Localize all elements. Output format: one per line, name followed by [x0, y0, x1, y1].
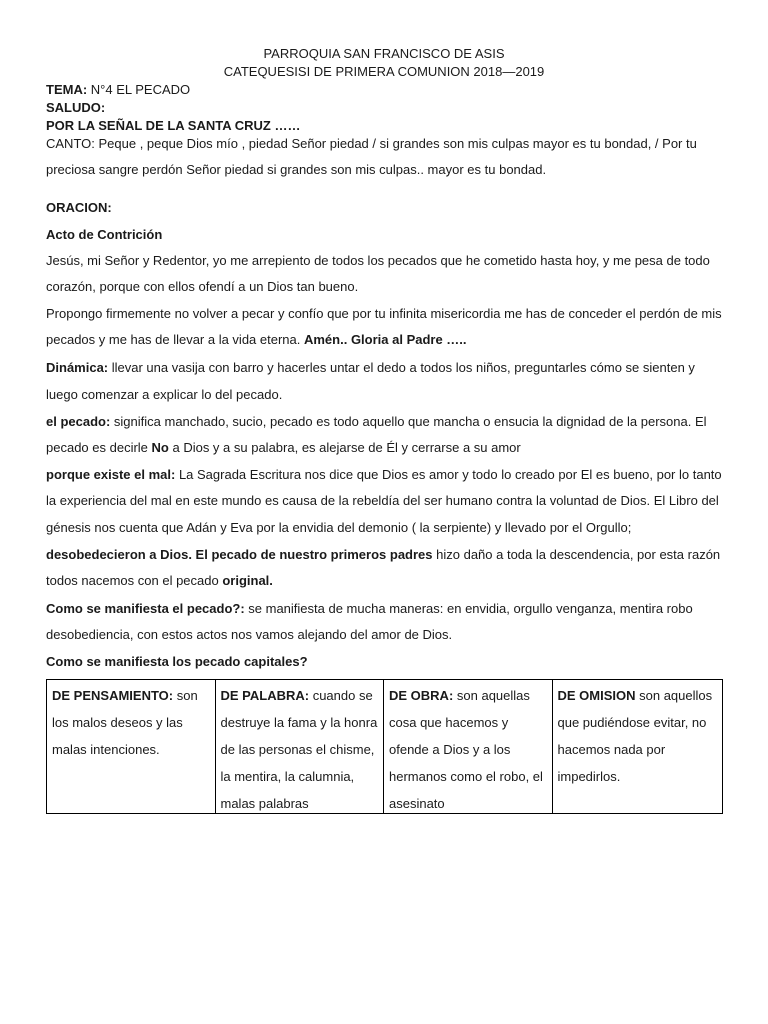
dinamica-line-1: [46, 360, 726, 376]
dinamica-label: Dinámica:: [46, 360, 109, 375]
cell-heading: DE OBRA:: [389, 688, 454, 703]
cell-text: son aquellos que pudiéndose evitar, no hacemos nada por impedirlos.: [557, 688, 713, 784]
cell-heading: DE PENSAMIENTO:: [52, 688, 174, 703]
parish-title: PARROQUIA SAN FRANCISCO DE ASIS: [263, 46, 505, 61]
mal-line-4: [46, 547, 726, 563]
pecado-text-2b: a Dios y a su palabra, es alejarse de Él y cerrarse a su amor: [168, 440, 521, 455]
pecado-text-1: significa manchado, sucio, pecado es todo aquello que mancha o ensucia la dignidad de la persona. El: [110, 414, 707, 429]
program-title: CATEQUESISI DE PRIMERA COMUNION 2018—2019: [223, 64, 545, 79]
mal-line-3: génesis nos cuenta que Adán y Eva por la envidia del demonio ( la serpiente) y llevado por el Orgullo;: [46, 520, 632, 535]
oracion-p1-line-1: Jesús, mi Señor y Redentor, yo me arrepiento de todos los pecados que he cometido hasta hoy, y me pesa de todo: [46, 253, 710, 268]
oracion-p2-line-2: [46, 332, 726, 348]
cell-text: cuando se destruye la fama y la honra de las personas el chisme, la mentira, la calumnia, malas palabras: [220, 688, 378, 811]
dinamica-line-2: luego comenzar a explicar lo del pecado.: [46, 387, 283, 402]
oracion-heading: ORACION:: [46, 200, 112, 215]
pecado-line-2: [46, 440, 726, 456]
oracion-p2-line-1: Propongo firmemente no volver a pecar y confío que por tu infinita misericordia me has de conceder el perdón de mis: [46, 306, 722, 321]
table-cell-palabra: [216, 680, 385, 813]
mal-text-5: todos nacemos con el pecado: [46, 573, 223, 588]
original-word: original.: [222, 573, 273, 588]
mal-line-1: [46, 467, 726, 483]
pecado-text-2a: pecado es decirle: [46, 440, 152, 455]
pecado-line-1: [46, 414, 726, 430]
mal-line-2: la experiencia del mal en este mundo es causa de la rebeldía del ser humano contra la voluntad de Dios. El Libro del: [46, 493, 719, 508]
tema-value: N°4 EL PECADO: [87, 82, 191, 97]
manifiesta-line-2: desobediencia, con estos actos nos vamos alejando del amor de Dios.: [46, 627, 453, 642]
dinamica-text-1: llevar una vasija con barro y hacerles untar el dedo a todos los niños, preguntarles cómo se sienten y: [108, 360, 695, 375]
tema-label: TEMA:: [46, 82, 88, 97]
cell-heading: DE PALABRA:: [220, 688, 310, 703]
mal-line-5: [46, 573, 726, 589]
senal-line: POR LA SEÑAL DE LA SANTA CRUZ ……: [46, 118, 301, 133]
table-cell-omision: [553, 680, 723, 813]
manifiesta-label: Como se manifiesta el pecado?:: [46, 601, 245, 616]
mal-bold-4: desobedecieron a Dios. El pecado de nuestro primeros padres: [46, 547, 433, 562]
tema-line: [46, 82, 726, 98]
cell-heading: DE OMISION: [557, 688, 636, 703]
table-cell-pensamiento: [47, 680, 216, 813]
cell-text: son aquellas cosa que hacemos y ofende a Dios y a los hermanos como el robo, el asesinato: [389, 688, 543, 811]
amen-gloria: Amén.. Gloria al Padre …..: [303, 332, 467, 347]
acto-contricion-title: Acto de Contrición: [46, 227, 163, 242]
cell-text: son los malos deseos y las malas intenciones.: [52, 688, 198, 757]
oracion-p1-line-2: corazón, porque con ellos ofendí a un Dios tan bueno.: [46, 279, 359, 294]
capitales-heading: Como se manifiesta los pecado capitales?: [46, 654, 308, 669]
pecado-label: el pecado:: [46, 414, 111, 429]
mal-text-1: La Sagrada Escritura nos dice que Dios es amor y todo lo creado por El es bueno, por lo tanto: [175, 467, 722, 482]
pecado-no: No: [151, 440, 169, 455]
oracion-p2-text: pecados y me has de llevar a la vida eterna.: [46, 332, 304, 347]
saludo-heading: SALUDO:: [46, 100, 106, 115]
manifiesta-text-1: se manifiesta de mucha maneras: en envidia, orgullo venganza, mentira robo: [244, 601, 693, 616]
table-cell-obra: [384, 680, 553, 813]
canto-line-2: preciosa sangre perdón Señor piedad si grandes son mis culpas.. mayor es tu bondad.: [46, 162, 547, 177]
mal-text-4: hizo daño a toda la descendencia, por esta razón: [432, 547, 721, 562]
mal-label: porque existe el mal:: [46, 467, 176, 482]
capital-sins-table: [46, 679, 723, 814]
manifiesta-line-1: [46, 601, 726, 617]
canto-line-1: CANTO: Peque , peque Dios mío , piedad Señor piedad / si grandes son mis culpas mayor es tu bondad, / Por tu: [46, 136, 697, 151]
